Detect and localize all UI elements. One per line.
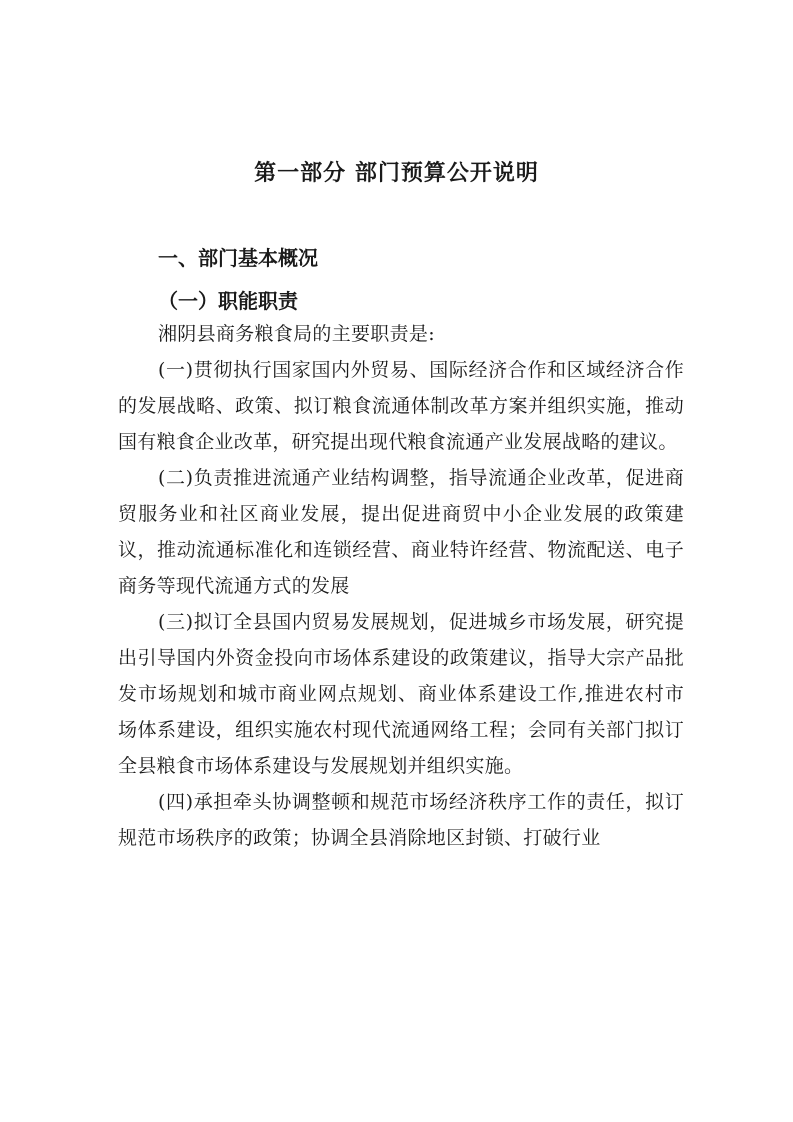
- paragraph-intro: 湘阴县商务粮食局的主要职责是:: [158, 323, 435, 345]
- subsection-heading: （一）职能职责: [158, 289, 298, 313]
- paragraph-duty-2: (二)负责推进流通产业结构调整，指导流通企业改革，促进商贸服务业和社区商业发展，提出促进商贸中小企业发展的政策建议，推动流通标准化和连锁经营、商业特许经营、物流配送、电子商务等现代流通方式的发展: [118, 467, 684, 597]
- body-text: [118, 316, 684, 856]
- paragraph-duty-3: (三)拟订全县国内贸易发展规划，促进城乡市场发展，研究提出引导国内外资金投向市场体系建设的政策建议，指导大宗产品批发市场规划和城市商业网点规划、商业体系建设工作,推进农村市场体系建设，组织实施农村现代流通网络工程；会同有关部门拟订全县粮食市场体系建设与发展规划并组织实施。: [118, 611, 684, 777]
- paragraph-duty-1: (一)贯彻执行国家国内外贸易、国际经济合作和区域经济合作的发展战略、政策、拟订粮食流通体制改革方案并组织实施，推动国有粮食企业改革，研究提出现代粮食流通产业发展战略的建议。: [118, 359, 684, 453]
- document-title: 第一部分 部门预算公开说明: [254, 161, 539, 186]
- paragraph-duty-4: (四)承担牵头协调整顿和规范市场经济秩序工作的责任，拟订规范市场秩序的政策；协调全县消除地区封锁、打破行业: [118, 791, 684, 849]
- section-heading: 一、部门基本概况: [158, 246, 318, 270]
